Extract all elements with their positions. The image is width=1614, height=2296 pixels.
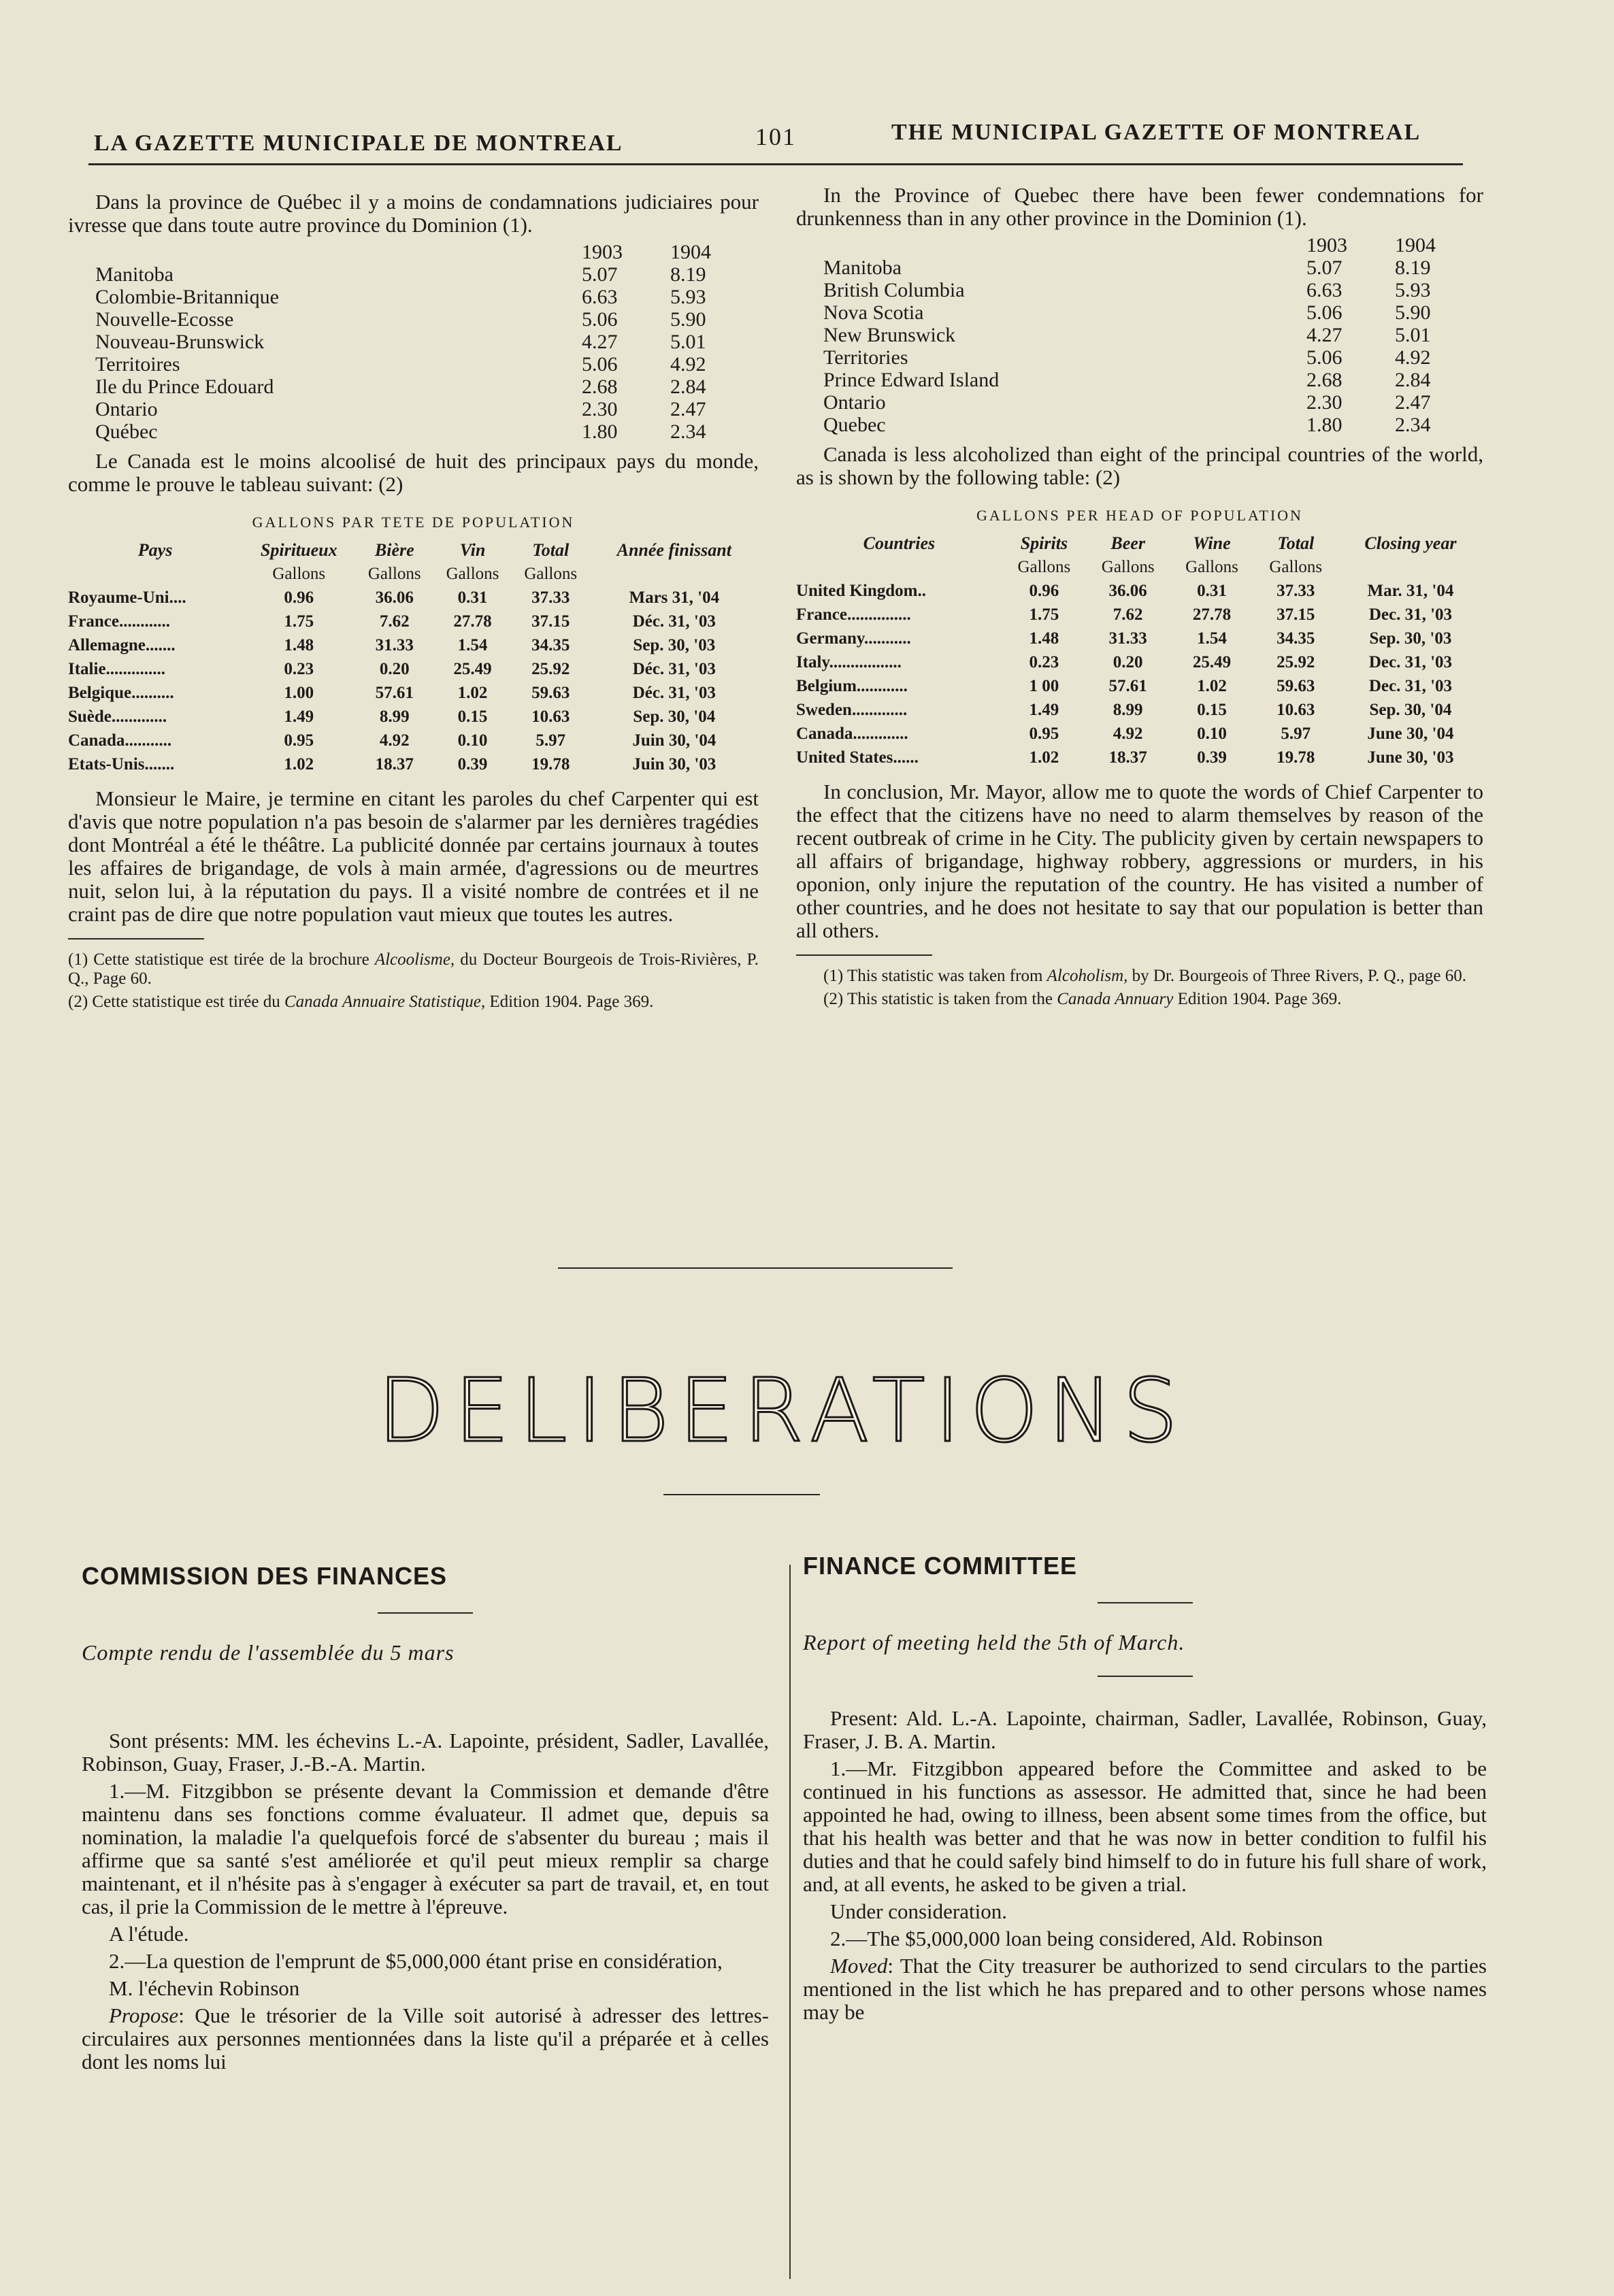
fr-gallons-row — [68, 752, 759, 776]
en-gallons-country: Germany........... — [796, 629, 911, 648]
fr-gallons-total: 10.63 — [531, 708, 570, 726]
fr-gallons-unit — [68, 562, 242, 586]
fr-gallons-wine: 25.49 — [453, 660, 492, 678]
en-gallons-row — [796, 698, 1483, 722]
fr-gallons-row — [68, 681, 759, 705]
fr-province-1904: 2.34 — [670, 420, 706, 443]
en-gallons-unit — [1338, 555, 1483, 579]
en-item2: 2.—The $5,000,000 loan being considered, Ald. Robinson — [830, 1927, 1323, 1950]
en-province-row — [796, 414, 1483, 436]
fr-gallons-header-row — [68, 538, 759, 562]
fr-study: A l'étude. — [109, 1922, 189, 1946]
fr-gallons-header: Spiritueux — [260, 540, 337, 560]
fr-gallons-total: 59.63 — [531, 684, 570, 702]
en-gallons-unit — [796, 555, 1002, 579]
en-gallons-total: 37.33 — [1277, 582, 1315, 600]
en-gallons-row — [796, 674, 1483, 698]
en-gallons-unit-row — [796, 555, 1483, 579]
en-footnote-rule — [796, 954, 932, 956]
en-gallons-wine: 0.15 — [1197, 701, 1227, 719]
fr-gallons-row — [68, 729, 759, 752]
fr-fn1-a: (1) Cette statistique est tirée de la brochure — [68, 950, 375, 969]
fr-gallons-spirits: 0.95 — [284, 731, 314, 750]
fr-footnote-2 — [68, 993, 759, 1012]
french-column — [68, 190, 759, 1016]
fr-gallons-spirits: 1.49 — [284, 708, 314, 726]
en-province-1903: 2.30 — [1306, 391, 1343, 414]
en-gallons-year: June 30, '04 — [1367, 725, 1454, 743]
en-province-row — [796, 391, 1483, 414]
fr-gallons-year: Déc. 31, '03 — [632, 684, 716, 702]
fr-item2: 2.—La question de l'emprunt de $5,000,000 étant prise en considération, — [109, 1949, 723, 1973]
header-english-title: THE MUNICIPAL GAZETTE OF MONTREAL — [891, 120, 1421, 145]
en-year-1904: 1904 — [1395, 234, 1436, 256]
en-province-1904: 5.90 — [1395, 301, 1431, 324]
fr-gallons-spirits: 1.75 — [284, 612, 314, 631]
fr-gallons-country: France............ — [68, 612, 170, 631]
fr-province-row — [68, 353, 759, 376]
en-gallons-total: 37.15 — [1277, 605, 1315, 624]
fr-propose-text: : Que le trésorier de la Ville soit autorisé à adresser des lettres-circulaires aux personnes mentionnées dans la liste qu'il a préparée et à celles dont les noms lui — [82, 2003, 769, 2074]
en-gallons-unit: Gallons — [1017, 558, 1071, 576]
fr-gallons-country: Italie.............. — [68, 660, 166, 678]
en-gallons-total: 34.35 — [1277, 629, 1315, 648]
en-gallons-header: Beer — [1110, 533, 1145, 553]
en-gallons-title: GALLONS PER HEAD OF POPULATION — [976, 507, 1303, 524]
en-gallons-total: 10.63 — [1277, 701, 1315, 719]
fr-gallons-total: 25.92 — [531, 660, 570, 678]
en-moved-text: : That the City treasurer be authorized to send circulars to the parties mentioned in the list which he has prepared and to other persons whose names may be — [803, 1954, 1487, 2024]
fr-meeting-subheading: Compte rendu de l'assemblée du 5 mars — [82, 1640, 455, 1665]
en-gallons-row — [796, 722, 1483, 746]
column-divider — [789, 1565, 791, 2279]
fr-province-1904: 5.01 — [670, 331, 706, 353]
en-province-name: Nova Scotia — [823, 301, 924, 324]
fr-gallons-year: Juin 30, '03 — [632, 755, 717, 773]
fr-gallons-beer: 36.06 — [375, 588, 414, 607]
fr-gallons-row — [68, 657, 759, 681]
fr-footnote-1 — [68, 950, 759, 988]
fr-gallons-country: Canada........... — [68, 731, 172, 750]
en-gallons-spirits: 1 00 — [1029, 677, 1059, 695]
en-province-name: British Columbia — [823, 279, 965, 301]
en-fn2-b: Edition 1904. Page 369. — [1173, 990, 1342, 1008]
en-gallons-year: Dec. 31, '03 — [1368, 677, 1453, 695]
page-number: 101 — [755, 123, 796, 150]
en-province-1903: 5.07 — [1306, 256, 1343, 279]
fr-gallons-beer: 31.33 — [375, 636, 414, 654]
en-study: Under consideration. — [830, 1899, 1007, 1923]
en-gallons-wine: 0.39 — [1197, 748, 1227, 767]
en-province-name: Ontario — [823, 391, 886, 414]
en-gallons-wine: 0.10 — [1197, 725, 1227, 743]
fr-gallons-year: Sep. 30, '03 — [633, 636, 716, 654]
fr-year-1903: 1903 — [582, 241, 623, 263]
fr-fn1-i: Alcoolisme, — [374, 950, 455, 969]
fr-present: Sont présents: MM. les échevins L.-A. Lapointe, président, Sadler, Lavallée, Robinson, Guay, Fraser, J.-B.-A. Martin. — [82, 1729, 769, 1776]
fr-gallons-row — [68, 610, 759, 633]
deliberations-title: DELIBERATIONS — [377, 1361, 1188, 1462]
en-gallons-total: 59.63 — [1277, 677, 1315, 695]
en-province-name: Manitoba — [823, 256, 902, 279]
en-gallons-country: Canada............. — [796, 725, 908, 743]
en-province-1904: 5.93 — [1395, 279, 1431, 301]
fr-province-name: Nouveau-Brunswick — [95, 331, 265, 353]
fr-gallons-header: Pays — [137, 540, 173, 560]
fr-province-row — [68, 263, 759, 286]
en-gallons-country: Sweden............. — [796, 701, 908, 719]
en-gallons-year: June 30, '03 — [1367, 748, 1454, 767]
en-gallons-total: 25.92 — [1277, 653, 1315, 671]
fr-province-1904: 8.19 — [670, 263, 706, 286]
fr-gallons-wine: 0.10 — [457, 731, 488, 750]
en-intro: In the Province of Quebec there have been fewer condemnations for drunkenness than in any other province in the Dominion (1). — [796, 183, 1483, 230]
fr-gallons-header: Année finissant — [616, 540, 731, 560]
fr-gallons-year: Mars 31, '04 — [629, 588, 720, 607]
fr-gallons-unit: Gallons — [524, 565, 578, 583]
en-province-1903: 5.06 — [1306, 346, 1343, 369]
fr-gallons-beer: 0.20 — [379, 660, 410, 678]
fr-gallons-wine: 0.39 — [457, 755, 488, 773]
fr-province-name: Québec — [95, 420, 158, 443]
en-fn1-i: Alcoholism, — [1047, 967, 1128, 985]
en-meeting-subheading: Report of meeting held the 5th of March. — [803, 1630, 1185, 1654]
en-committee-heading: FINANCE COMMITTEE — [803, 1552, 1077, 1580]
en-gallons-wine: 27.78 — [1192, 605, 1232, 624]
fr-gallons-header: Total — [532, 540, 570, 560]
fr-province-1904: 2.47 — [670, 398, 706, 420]
en-gallons-beer: 8.99 — [1113, 701, 1143, 719]
en-gallons-unit: Gallons — [1101, 558, 1155, 576]
en-gallons-unit: Gallons — [1269, 558, 1323, 576]
fr-province-row — [68, 420, 759, 443]
en-gallons-header: Countries — [863, 533, 936, 553]
en-fn2-a: (2) This statistic is taken from the — [823, 990, 1057, 1008]
en-province-1904: 2.47 — [1395, 391, 1431, 414]
fr-mover: M. l'échevin Robinson — [109, 1976, 300, 2000]
en-gallons-country: France............... — [796, 605, 911, 624]
fr-fn1-b: du Docteur Bourgeois de Trois-Rivières, P. Q., Page 60. — [68, 950, 759, 988]
en-gallons-beer: 18.37 — [1108, 748, 1147, 767]
fr-province-1903: 1.80 — [582, 420, 618, 443]
fr-gallons-country: Belgique.......... — [68, 684, 174, 702]
running-header — [88, 116, 1463, 170]
fr-province-1903: 5.06 — [582, 308, 618, 331]
en-province-1904: 2.84 — [1395, 369, 1431, 391]
en-gallons-wine: 1.02 — [1197, 677, 1227, 695]
en-province-row — [796, 324, 1483, 346]
fr-gallons-header: Bière — [374, 540, 414, 560]
fr-gallons-row — [68, 705, 759, 729]
fr-gallons-wine: 27.78 — [453, 612, 492, 631]
en-province-row — [796, 369, 1483, 391]
en-gallons-year: Dec. 31, '03 — [1368, 653, 1453, 671]
en-gallons-table — [796, 531, 1483, 769]
section-separator-bottom — [663, 1494, 820, 1495]
fr-heading-rule — [378, 1612, 473, 1614]
fr-item1: 1.—M. Fitzgibbon se présente devant la Commission et demande d'être maintenu dans ses fonctions comme évaluateur. Il admet que, depuis sa nomination, la maladie l'a quelquefois forcé de s'absenter du bureau ; mais il affirme que sa santé s'est améliorée et qu'il peut mieux remplir sa charge maintenant, et il n'hésite pas à s'engager à exécuter sa part de travail, et, en tout cas, il prie la Commission de le mettre à l'épreuve. — [82, 1779, 769, 1918]
en-province-name: New Brunswick — [823, 324, 956, 346]
en-gallons-spirits: 0.23 — [1029, 653, 1059, 671]
fr-gallons-country: Allemagne....... — [68, 636, 176, 654]
fr-province-row — [68, 398, 759, 420]
en-province-name: Quebec — [823, 414, 886, 436]
en-gallons-spirits: 1.48 — [1029, 629, 1059, 648]
en-gallons-row — [796, 603, 1483, 627]
en-province-1903: 5.06 — [1306, 301, 1343, 324]
en-para3: In conclusion, Mr. Mayor, allow me to quote the words of Chief Carpenter to the effect that the citizens have no need to alarm themselves by reason of the recent outbreak of crime in he City. The publicity given by certain newspapers to all affairs of brigandage, highway robbery, aggressions or murders, in his oponion, only injure the reputation of the country. He has visited a number of other countries, and he does not hesitate to say that our population is better than all others. — [796, 780, 1483, 942]
en-gallons-country: Italy................. — [796, 653, 902, 671]
fr-convictions-table — [68, 241, 759, 443]
fr-dot — [82, 1668, 769, 1691]
fr-gallons-year: Déc. 31, '03 — [632, 660, 716, 678]
en-gallons-beer: 4.92 — [1113, 725, 1143, 743]
header-rule — [88, 163, 1463, 165]
en-gallons-country: Belgium............ — [796, 677, 908, 695]
en-gallons-spirits: 0.95 — [1029, 725, 1059, 743]
en-convictions-table — [796, 234, 1483, 436]
fr-gallons-beer: 8.99 — [379, 708, 410, 726]
en-gallons-beer: 7.62 — [1113, 605, 1143, 624]
fr-gallons-country: Suède............. — [68, 708, 167, 726]
fr-gallons-spirits: 1.02 — [284, 755, 314, 773]
fr-fn2-a: (2) Cette statistique est tirée du — [68, 993, 284, 1011]
en-gallons-spirits: 0.96 — [1029, 582, 1059, 600]
fr-para3: Monsieur le Maire, je termine en citant les paroles du chef Carpenter qui est d'avis que notre population n'a pas besoin de s'alarmer par les dernières tragédies dont Montréal a été le théâtre. La publicité donnée par certains journaux à toutes les affaires de brigandage, de vols à main armée, d'agressions ou de meurtres nuit, selon lui, à la réputation du pays. Il a visité nombre de contrées et il ne craint pas de dire que notre population vaut mieux que toutes les autres. — [68, 786, 759, 926]
fr-propose-label: Propose — [109, 2003, 179, 2027]
en-province-row — [796, 346, 1483, 369]
en-gallons-row — [796, 579, 1483, 603]
en-gallons-header: Closing year — [1364, 533, 1457, 553]
en-deliberations — [803, 1554, 1487, 2028]
fr-province-name: Nouvelle-Ecosse — [95, 308, 234, 331]
fr-gallons-unit-row — [68, 562, 759, 586]
fr-gallons-total: 34.35 — [531, 636, 570, 654]
en-footnote-2 — [796, 990, 1483, 1009]
fr-gallons-wine: 0.15 — [457, 708, 488, 726]
fr-footnote-rule — [68, 938, 204, 939]
fr-gallons-wine: 1.54 — [457, 636, 488, 654]
en-fn1-a: (1) This statistic was taken from — [823, 967, 1047, 985]
en-province-1903: 4.27 — [1306, 324, 1343, 346]
en-province-row — [796, 256, 1483, 279]
fr-gallons-unit: Gallons — [272, 565, 326, 583]
fr-gallons-year: Sep. 30, '04 — [633, 708, 716, 726]
header-french-title: LA GAZETTE MUNICIPALE DE MONTREAL — [94, 131, 623, 156]
en-para2: Canada is less alcoholized than eight of the principal countries of the world, as is shown by the following table: (2) — [796, 442, 1483, 489]
en-item1: 1.—Mr. Fitzgibbon appeared before the Committee and asked to be continued in his functions as assessor. He admitted that, since he had been appointed he had, owing to illness, been absent some times from the office, but that his health was better and that he was now in better condition to fulfil his duties and that he could safely bind himself to do in future his full share of work, and, at all events, he asked to be given a trial. — [803, 1757, 1487, 1896]
en-gallons-spirits: 1.75 — [1029, 605, 1059, 624]
fr-gallons-spirits: 0.96 — [284, 588, 314, 607]
fr-province-row — [68, 286, 759, 308]
fr-gallons-total: 37.33 — [531, 588, 570, 607]
en-gallons-wine: 0.31 — [1197, 582, 1227, 600]
fr-gallons-unit: Gallons — [367, 565, 421, 583]
fr-province-row — [68, 308, 759, 331]
en-province-1904: 5.01 — [1395, 324, 1431, 346]
fr-commission-heading: COMMISSION DES FINANCES — [82, 1562, 448, 1590]
fr-province-1904: 5.93 — [670, 286, 706, 308]
en-gallons-total: 19.78 — [1277, 748, 1315, 767]
fr-gallons-spirits: 1.48 — [284, 636, 314, 654]
en-gallons-spirits: 1.49 — [1029, 701, 1059, 719]
en-gallons-year: Sep. 30, '04 — [1369, 701, 1452, 719]
fr-deliberations — [82, 1562, 769, 2078]
en-gallons-total: 5.97 — [1281, 725, 1311, 743]
en-gallons-wine: 25.49 — [1192, 653, 1232, 671]
fr-gallons-beer: 57.61 — [375, 684, 414, 702]
en-gallons-beer: 31.33 — [1108, 629, 1147, 648]
en-gallons-unit: Gallons — [1185, 558, 1238, 576]
en-province-1903: 1.80 — [1306, 414, 1343, 436]
fr-proposal — [82, 2004, 769, 2074]
en-present: Present: Ald. L.-A. Lapointe, chairman, Sadler, Lavallée, Robinson, Guay, Fraser, J. B. A. Martin. — [803, 1706, 1487, 1753]
fr-province-1903: 6.63 — [582, 286, 618, 308]
en-province-1903: 6.63 — [1306, 279, 1343, 301]
fr-province-1904: 5.90 — [670, 308, 706, 331]
en-gallons-header: Spirits — [1020, 533, 1068, 553]
fr-province-name: Ile du Prince Edouard — [95, 376, 274, 398]
en-year-1903: 1903 — [1306, 234, 1347, 256]
fr-gallons-year: Juin 30, '04 — [632, 731, 717, 750]
fr-gallons-spirits: 1.00 — [284, 684, 314, 702]
fr-gallons-year: Déc. 31, '03 — [632, 612, 716, 631]
fr-year-1904: 1904 — [670, 241, 711, 263]
fr-gallons-table — [68, 538, 759, 776]
en-province-name: Prince Edward Island — [823, 369, 1000, 391]
en-motion — [803, 1954, 1487, 2024]
fr-gallons-row — [68, 633, 759, 657]
fr-gallons-wine: 1.02 — [457, 684, 488, 702]
en-province-row — [796, 279, 1483, 301]
section-separator-top — [558, 1267, 953, 1269]
en-fn2-i: Canada Annuary — [1057, 990, 1174, 1008]
en-province-1904: 4.92 — [1395, 346, 1431, 369]
en-province-row — [796, 301, 1483, 324]
en-province-name: Territories — [823, 346, 908, 369]
fr-gallons-wine: 0.31 — [457, 588, 488, 607]
en-gallons-beer: 0.20 — [1113, 653, 1143, 671]
en-gallons-year: Dec. 31, '03 — [1368, 605, 1453, 624]
fr-province-name: Manitoba — [95, 263, 174, 286]
english-column — [796, 184, 1483, 1013]
fr-gallons-total: 5.97 — [536, 731, 566, 750]
fr-gallons-unit: Gallons — [446, 565, 499, 583]
fr-gallons-country: Royaume-Uni.... — [68, 588, 186, 607]
fr-fn2-b: Edition 1904. Page 369. — [485, 993, 654, 1011]
en-subheading-rule — [1098, 1676, 1193, 1677]
en-gallons-year: Sep. 30, '03 — [1369, 629, 1452, 648]
en-gallons-header-row — [796, 531, 1483, 555]
en-gallons-spirits: 1.02 — [1029, 748, 1059, 767]
en-province-1904: 8.19 — [1395, 256, 1431, 279]
fr-province-1904: 4.92 — [670, 353, 706, 376]
fr-province-name: Ontario — [95, 398, 158, 420]
fr-province-1903: 5.07 — [582, 263, 618, 286]
en-gallons-header: Wine — [1193, 533, 1231, 553]
fr-fn2-i: Canada Annuaire Statistique, — [284, 993, 486, 1011]
en-gallons-row — [796, 746, 1483, 769]
fr-gallons-beer: 4.92 — [379, 731, 410, 750]
fr-intro: Dans la province de Québec il y a moins de condamnations judiciaires pour ivresse que dans toute autre province du Dominion (1). — [68, 190, 759, 237]
fr-gallons-beer: 18.37 — [375, 755, 414, 773]
fr-province-1904: 2.84 — [670, 376, 706, 398]
fr-gallons-header: Vin — [459, 540, 486, 560]
fr-para2: Le Canada est le moins alcoolisé de huit des principaux pays du monde, comme le prouve le tableau suivant: (2) — [68, 449, 759, 496]
en-gallons-row — [796, 650, 1483, 674]
en-gallons-beer: 36.06 — [1108, 582, 1147, 600]
en-footnote-1 — [796, 967, 1483, 986]
fr-gallons-beer: 7.62 — [379, 612, 410, 631]
en-gallons-header: Total — [1277, 533, 1315, 553]
en-moved-label: Moved — [830, 1954, 888, 1978]
fr-province-1903: 5.06 — [582, 353, 618, 376]
fr-province-row — [68, 376, 759, 398]
fr-gallons-title: GALLONS PAR TETE DE POPULATION — [252, 514, 575, 531]
fr-province-name: Territoires — [95, 353, 180, 376]
en-gallons-beer: 57.61 — [1108, 677, 1147, 695]
fr-province-1903: 2.68 — [582, 376, 618, 398]
fr-province-row — [68, 331, 759, 353]
en-gallons-wine: 1.54 — [1197, 629, 1227, 648]
en-gallons-country: United Kingdom.. — [796, 582, 927, 600]
fr-gallons-total: 19.78 — [531, 755, 570, 773]
en-gallons-country: United States...... — [796, 748, 919, 767]
en-fn1-b: by Dr. Bourgeois of Three Rivers, P. Q., page 60. — [1127, 967, 1467, 985]
fr-gallons-country: Etats-Unis....... — [68, 755, 175, 773]
en-heading-rule — [1098, 1602, 1193, 1603]
fr-province-1903: 4.27 — [582, 331, 618, 353]
fr-gallons-row — [68, 586, 759, 610]
fr-gallons-spirits: 0.23 — [284, 660, 314, 678]
en-gallons-row — [796, 627, 1483, 650]
en-province-1903: 2.68 — [1306, 369, 1343, 391]
fr-gallons-total: 37.15 — [531, 612, 570, 631]
en-gallons-year: Mar. 31, '04 — [1367, 582, 1454, 600]
en-province-1904: 2.34 — [1395, 414, 1431, 436]
fr-gallons-unit — [590, 562, 759, 586]
fr-province-1903: 2.30 — [582, 398, 618, 420]
fr-province-name: Colombie-Britannique — [95, 286, 279, 308]
